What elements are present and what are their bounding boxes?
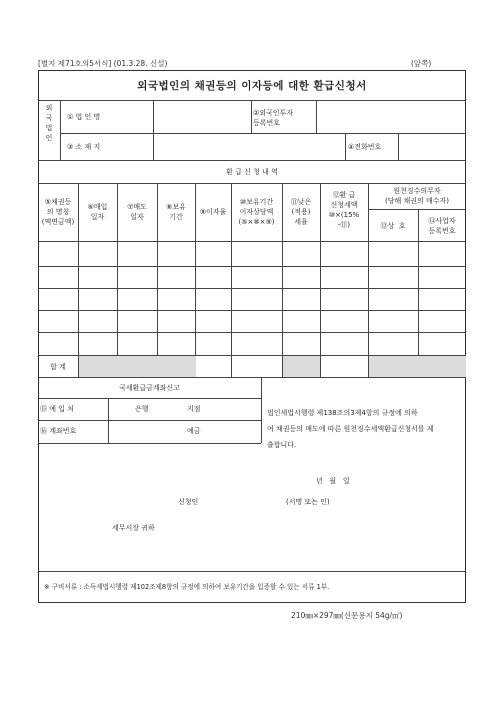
attachment-note: ※ 구비서류 : 소득세법시행령 제102조제8항의 규정에 의하여 보유기간을 입증할 수 있는 서류 1부. [44,583,330,591]
applicant-side-label: 외 국 법 인 [45,104,53,142]
total-shaded-cell [369,356,466,377]
form-title: 외국법인의 채권등의 이자등에 대한 환급신청서 [137,80,367,92]
signature-note: (서명 또는 인) [286,498,330,506]
investment-reg-field[interactable] [317,101,465,133]
address-label: ③ 소 재 지 [67,143,101,151]
col-interest-equivalent: ⑩보유기간 이자상당액 (⑤×⑧×⑨) [238,198,275,226]
col-bond-name: ⑤채권등 의 명칭 (액면금액) [41,198,75,226]
rule [38,420,261,421]
applicant-label: 신청인 [178,498,199,506]
total-row-label: 합 계 [50,363,66,371]
col-holding-period: ⑧보유 기간 [166,203,186,221]
col-business-number: ⑭사업자 등록번호 [428,217,456,235]
rule [38,183,466,184]
page-side-label: (앞쪽) [411,59,432,68]
col-trade-name: ⑬상 호 [380,222,406,230]
rule [368,209,466,210]
rule [38,310,466,311]
rule [261,377,262,443]
rule [345,133,346,160]
details-section-title: 환 급 신 청 내 역 [226,168,278,176]
form-number: [별지 제71호의5서식] (01.3.28. 신설) [38,59,168,68]
address-field[interactable] [154,134,344,160]
deposit-place-label: ⑮ 예 입 처 [40,405,74,413]
col-interest-rate: ⑨이자율 [199,208,227,216]
phone-field[interactable] [399,134,465,160]
application-date: 년 월 일 [316,477,350,485]
rule [368,183,369,377]
col-refund-amount: ⑫환 급 신청세액 ⑩×(15% -⑪) [328,191,360,229]
rule [38,571,466,572]
deposit-type-label: 예금 [187,427,201,435]
rule [38,443,261,444]
rule [38,377,466,378]
rule [251,100,252,133]
corporate-name-field[interactable] [154,101,250,133]
bank-label: 은행 [135,405,149,413]
investment-reg-label: ②외국인투자 등록번호 [253,109,294,127]
rule [38,288,466,289]
refund-account-title: 국세환급금계좌신고 [119,384,180,392]
addressee-label: 세무서장 귀하 [112,524,155,532]
rule [38,160,466,161]
rule [108,398,109,443]
declaration-text: 법인세법시행령 제138조의3제4항의 규정에 의하 여 채권등의 매도에 따른 원천징수세액환급신청서를 제 출합니다. [267,409,434,449]
col-low-rate: ⑪낮은 (적용) 세율 [290,198,312,226]
rule [38,241,466,242]
branch-label: 지점 [187,405,201,413]
rule [38,332,466,333]
col-buy-date: ⑥매입 일자 [87,203,108,221]
total-shaded-cell [283,356,320,377]
col-sell-date: ⑦매도 일자 [127,203,147,221]
phone-label: ④전화번호 [348,143,382,151]
account-number-label: ⑯ 계좌번호 [40,427,77,435]
corporate-name-label: ① 법 인 명 [67,113,101,121]
withholder-header: 원천징수의무자 (당해 채권의 매수자) [384,187,449,205]
rule [38,398,261,399]
rule [38,266,466,267]
paper-size-note: 210㎜×297㎜(신문용지 54g/㎡) [291,611,403,620]
rule [60,100,61,160]
total-shaded-cell [79,356,196,377]
